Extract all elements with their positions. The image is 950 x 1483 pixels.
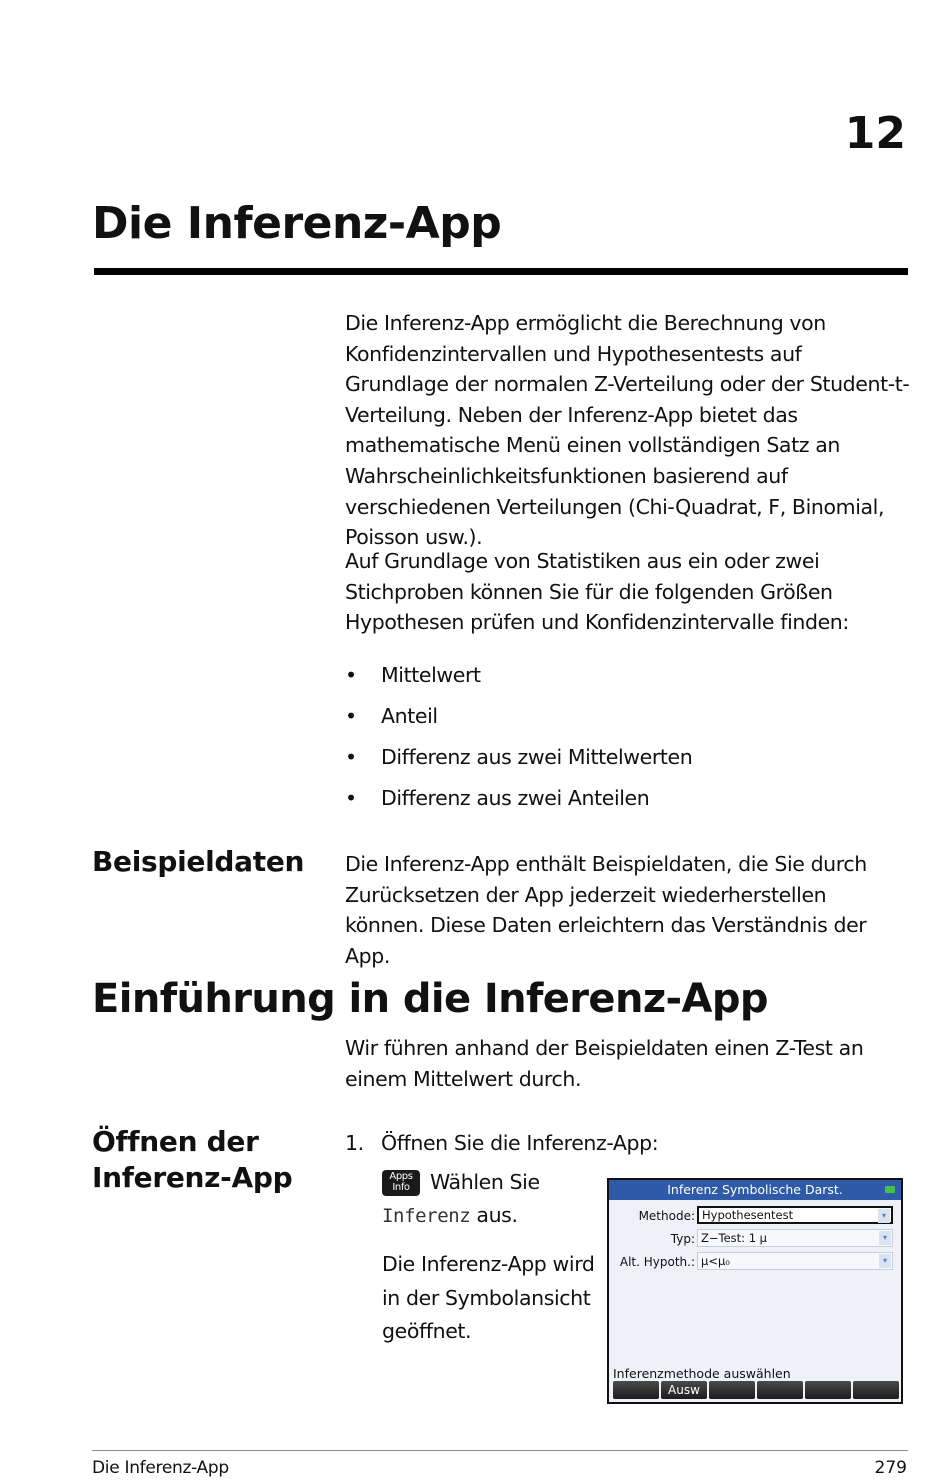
bullet-icon: • bbox=[345, 745, 357, 769]
softkey-3[interactable] bbox=[709, 1381, 755, 1399]
chevron-down-icon[interactable]: ▾ bbox=[879, 1231, 891, 1245]
calc-title-bar: Inferenz Symbolische Darst. bbox=[609, 1180, 901, 1200]
softkey-4[interactable] bbox=[757, 1381, 803, 1399]
calc-row-methode[interactable]: Methode: Hypothesentest ▾ bbox=[609, 1205, 901, 1226]
step-1 bbox=[345, 1128, 658, 1158]
list-item: • Differenz aus zwei Mittelwerten bbox=[345, 742, 692, 783]
calc-menu-bar bbox=[613, 1381, 899, 1399]
chapter-number: 12 bbox=[844, 108, 906, 159]
beispieldaten-text: Die Inferenz-App enthält Beispieldaten, die Sie durch Zurücksetzen der App jederzeit wiederherstellen können. Diese Daten erleichtern das Verständnis der App. bbox=[345, 852, 867, 968]
alt-hypoth-field[interactable]: μ<μ₀ ▾ bbox=[697, 1252, 893, 1270]
beispieldaten-heading: Beispieldaten bbox=[92, 845, 305, 878]
list-item: • Mittelwert bbox=[345, 660, 692, 701]
step-number: 1. bbox=[345, 1131, 364, 1155]
softkey-5[interactable] bbox=[805, 1381, 851, 1399]
apps-key-icon: Apps Info bbox=[382, 1170, 420, 1196]
bullet-icon: • bbox=[345, 704, 357, 728]
calc-row-alt-hypoth[interactable]: Alt. Hypoth.: μ<μ₀ ▾ bbox=[609, 1251, 901, 1272]
footer-rule bbox=[92, 1450, 908, 1451]
softkey-1[interactable] bbox=[613, 1381, 659, 1399]
bullet-icon: • bbox=[345, 786, 357, 810]
typ-field[interactable]: Z−Test: 1 μ ▾ bbox=[697, 1229, 893, 1247]
step-result: Die Inferenz-App wird in der Symbolansicht geöffnet. bbox=[382, 1252, 595, 1343]
methode-field[interactable]: Hypothesentest ▾ bbox=[697, 1206, 893, 1224]
footer-title: Die Inferenz-App bbox=[92, 1458, 229, 1478]
quantity-list bbox=[345, 660, 692, 824]
list-item: • Anteil bbox=[345, 701, 692, 742]
oeffnen-heading: Öffnen der Inferenz-App bbox=[92, 1125, 293, 1194]
intro-paragraph-2: Auf Grundlage von Statistiken aus ein oder zwei Stichproben können Sie für die folgenden Größen Hypothesen prüfen und Konfidenzintervalle finden: bbox=[345, 549, 849, 635]
chevron-down-icon[interactable]: ▾ bbox=[878, 1209, 890, 1223]
section-title: Einführung in die Inferenz-App bbox=[92, 976, 768, 1022]
app-name: Inferenz bbox=[382, 1205, 471, 1227]
calculator-screen bbox=[607, 1178, 903, 1404]
bullet-icon: • bbox=[345, 663, 357, 687]
chevron-down-icon[interactable]: ▾ bbox=[879, 1254, 891, 1268]
page-number: 279 bbox=[874, 1458, 907, 1478]
calc-status-text: Inferenzmethode auswählen bbox=[613, 1366, 791, 1381]
list-item: • Differenz aus zwei Anteilen bbox=[345, 783, 692, 824]
section-text: Wir führen anhand der Beispieldaten einen Z-Test an einem Mittelwert durch. bbox=[345, 1036, 864, 1091]
softkey-6[interactable] bbox=[853, 1381, 899, 1399]
softkey-ausw[interactable]: Ausw bbox=[661, 1381, 707, 1399]
calc-row-typ[interactable]: Typ: Z−Test: 1 μ ▾ bbox=[609, 1228, 901, 1249]
step-instruction: Apps Info Wählen Sie Inferenz aus. bbox=[382, 1170, 540, 1227]
battery-icon bbox=[885, 1186, 895, 1193]
intro-paragraph-1: Die Inferenz-App ermöglicht die Berechnung von Konfidenzintervallen und Hypothesentests auf Grundlage der normalen Z-Verteilung oder der Student-t-Verteilung. Neben der Inferenz-App bietet das mathematische Menü einen vollständigen Satz an Wahrscheinlichkeitsfunktionen basierend auf verschiedenen Verteilungen (Chi-Quadrat, F, Binomial, Poisson usw.). bbox=[345, 311, 910, 550]
chapter-title: Die Inferenz-App bbox=[92, 198, 502, 249]
title-rule bbox=[94, 268, 908, 275]
step-text: Öffnen Sie die Inferenz-App: bbox=[381, 1131, 659, 1155]
